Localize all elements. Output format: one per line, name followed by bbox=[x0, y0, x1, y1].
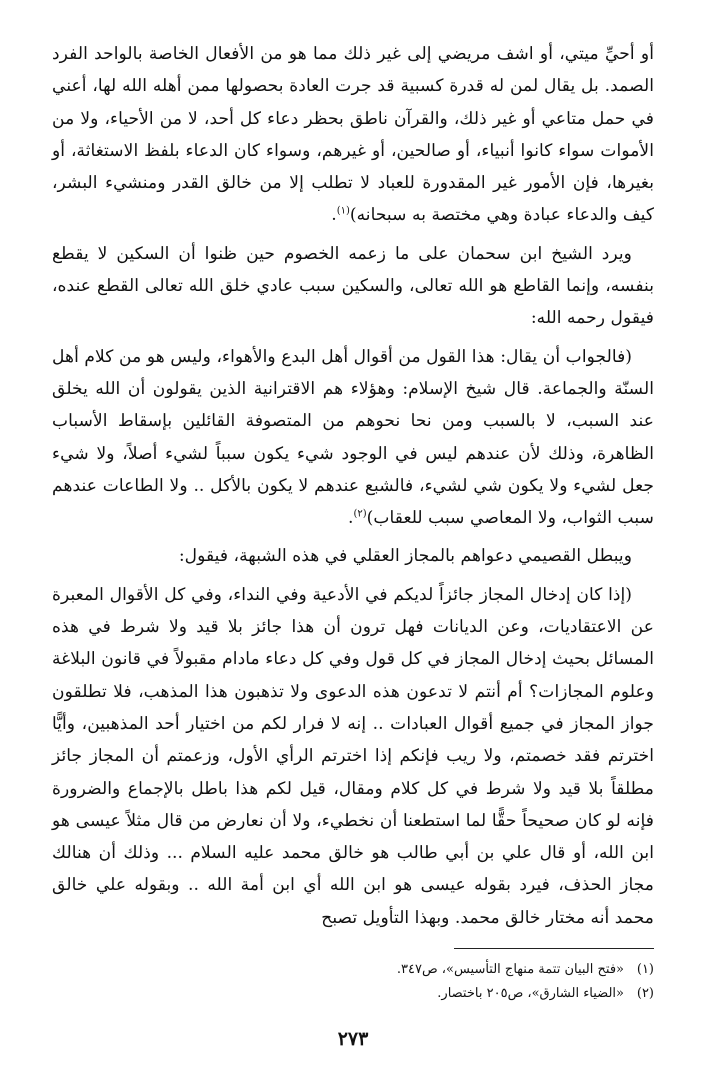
footnote-text: «فتح البيان تتمة منهاج التأسيس»، ص٣٤٧. bbox=[396, 962, 624, 978]
footnote-text: «الضياء الشارق»، ص٢٠٥ باختصار. bbox=[437, 986, 624, 1002]
footnote-divider bbox=[454, 948, 654, 949]
footnote bbox=[52, 982, 654, 1006]
quote-paragraph: (إذا كان إدخال المجاز جائزاً لديكم في الأدعية وفي النداء، وفي كل الأقوال المعبرة عن الاعتقاديات، وعن الديانات فهل ترون أن هذا جائز بلا قيد ولا شرط في هذه المسائل بحيث إدخال المجاز في كل قول وفي كل دعاء مادام مقبولاً في قانون البلاغة وعلوم المجازات؟ أم أنتم لا تدعون هذه الدعوى ولا تذهبون هذا المذهب، فلا تطلقون جواز المجاز في جميع أقوال العبادات .. إنه لا فرار لكم من اختيار أحد المذهبين، وأيًّا اخترتم فقد خصمتم، ولا ريب فإنكم إذا اخترتم الرأي الأول، وزعمتم أن المجاز جائز مطلقاً بلا قيد ولا شرط في كل كلام ومقال، قيل لكم هذا باطل بالإجماع والضرورة فإنه لو كان صحيحاً حقًّا لما استطعنا أن نخطيء، ولا أن نعارض من قال مثلاً عيسى هو ابن الله، أو قال علي بن أبي طالب هو خالق محمد عليه السلام ... وذلك أن هنالك مجاز الحذف، فيرد بقوله عيسى هو ابن الله أي ابن أمة الله .. وبقوله علي خالق محمد أنه مختار خالق محمد. وبهذا التأويل تصبح bbox=[52, 584, 654, 928]
page-number: ٢٧٣ bbox=[337, 1028, 369, 1050]
paragraph: ويبطل القصيمي دعواهم بالمجاز العقلي في هذه الشبهة، فيقول: bbox=[178, 546, 632, 567]
footnote-number: (١) bbox=[636, 962, 654, 978]
paragraph: أو أحيِّ ميتي، أو اشف مريضي إلى غير ذلك مما هو من الأفعال الخاصة بالواحد الفرد الصمد. بل يقال لمن له قدرة كسبية قد جرت العادة بحصولها ممن أهله الله لها، أعني في حمل متاعي أو غير ذلك، والقرآن ناطق بحظر دعاء كل أحد، لا من الأحياء، ولا من الأموات سواء كانوا أنبياء، أو صالحين، أو غيرهم، وسواء كان الدعاء بلفظ الاستغاثة، أو بغيرها، فإن الأمور غير المقدورة للعباد لا تطلب إلا من خالق القدر ومنشيء البشر، كيف والدعاء عبادة وهي مختصة به سبحانه)$^{(١)}$. bbox=[52, 44, 654, 226]
footnote-number: (٢) bbox=[636, 986, 654, 1002]
footnotes bbox=[52, 958, 654, 1006]
footnote bbox=[52, 958, 654, 982]
footnote-ref: (١) bbox=[336, 205, 350, 217]
quote-paragraph: (فالجواب أن يقال: هذا القول من أقوال أهل البدع والأهواء، وليس هو من كلام أهل السنّة والجماعة. قال شيخ الإسلام: وهؤلاء هم الاقترانية الذين يقولون أن الله يخلق عند السبب، لا بالسبب ومن نحا نحوهم من المتصوفة القائلين بإسقاط الأسباب الظاهرة، وذلك لأن عندهم ليس في الوجود شيء يكون سبباً لشيء أصلاً، ولا شيء جعل لشيء ولا يكون شي لشيء، فالشبع عندهم لا يكون بالأكل .. ولا الطاعات عندهم سبب الثواب، ولا المعاصي سبب للعقاب)$^{(٢)}$. bbox=[52, 346, 654, 529]
main-text bbox=[52, 38, 654, 934]
footnote-ref: (٢) bbox=[353, 508, 367, 520]
paragraph: ويرد الشيخ ابن سحمان على ما زعمه الخصوم حين ظنوا أن السكين لا يقطع بنفسه، وإنما القاطع هو الله تعالى، والسكين سبب عادي خلق الله تعالى القطع عنده، فيقول رحمه الله: bbox=[52, 243, 654, 329]
